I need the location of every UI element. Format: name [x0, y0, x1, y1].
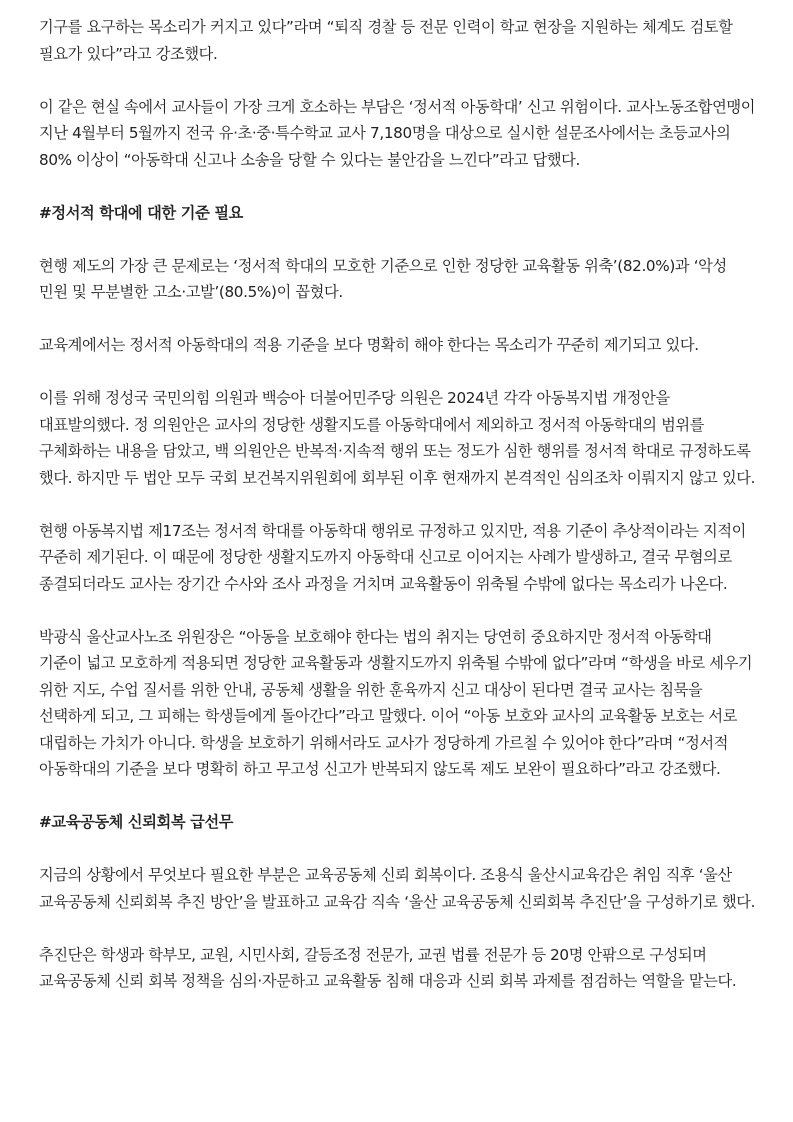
paragraph-9: 추진단은 학생과 학부모, 교원, 시민사회, 갈등조정 전문가, 교권 법률 전문가 등 20명 안팎으로 구성되며 교육공동체 신뢰 회복 정책을 심의·자문하고 교육활동 침해 대응과 신뢰 회복 과제를 점검하는 역할을 맡는다.	[39, 945, 737, 990]
paragraph-gap	[39, 597, 757, 624]
paragraph-7: 박광식 울산교사노조 위원장은 “아동을 보호해야 한다는 법의 취지는 당연히 중요하지만 정서적 아동학대 기준이 넓고 모호하게 적용되면 정당한 교육활동과 생활지도까지 위축될 수밖에 없다”라며 “학생을 바로 세우기 위한 지도, 수업 질서를 위한 안내, 공동체 생활을 위한 훈육까지 신고 대상이 된다면 결국 교사는 침묵을 선택하게 되고, 그 피해는 학생들에게 돌아간다”라고 말했다. 이어 “아동 보호와 교사의 교육활동 보호는 서로 대립하는 가치가 아니다. 학생을 보호하기 위해서라도 교사가 정당하게 가르칠 수 있어야 한다”라며 “정서적 아동학대의 기준을 보다 명확히 하고 무고성 신고가 반복되지 않도록 제도 보완이 필요하다”라고 강조했다.	[39, 627, 753, 778]
paragraph-gap	[39, 173, 757, 200]
paragraph-gap	[39, 226, 757, 253]
paragraph-2: 이 같은 현실 속에서 교사들이 가장 크게 호소하는 부담은 ‘정서적 아동학대’ 신고 위험이다. 교사노동조합연맹이 지난 4월부터 5월까지 전국 유·초·중·특수학교 교사 7,180명을 대상으로 실시한 설문조사에서는 초등교사의 80% 이상이 “아동학대 신고나 소송을 당할 수 있다는 불안감을 느낀다”라고 답했다.	[39, 97, 756, 169]
paragraph-gap	[39, 491, 757, 518]
paragraph-gap	[39, 306, 757, 333]
paragraph-4: 교육계에서는 정서적 아동학대의 적용 기준을 보다 명확히 해야 한다는 목소리가 꾸준히 제기되고 있다.	[39, 336, 699, 354]
paragraph-gap	[39, 783, 757, 810]
paragraph-gap	[39, 359, 757, 386]
section-heading-2: #교육공동체 신뢰회복 급선무	[39, 813, 234, 831]
paragraph-1: 기구를 요구하는 목소리가 커지고 있다”라며 “퇴직 경찰 등 전문 인력이 학교 현장을 지원하는 체계도 검토할 필요가 있다”라고 강조했다.	[39, 18, 733, 63]
paragraph-3: 현행 제도의 가장 큰 문제로는 ‘정서적 학대의 모호한 기준으로 인한 정당한 교육활동 위축’(82.0%)과 ‘악성 민원 및 무분별한 고소·고발’(80.5%)이 꼽혔다.	[39, 256, 727, 301]
paragraph-gap	[39, 915, 757, 942]
paragraph-6: 현행 아동복지법 제17조는 정서적 학대를 아동학대 행위로 규정하고 있지만, 적용 기준이 추상적이라는 지적이 꾸준히 제기된다. 이 때문에 정당한 생활지도까지 아동학대 신고로 이어지는 사례가 발생하고, 결국 무혐의로 종결되더라도 교사는 장기간 수사와 조사 과정을 거치며 교육활동이 위축될 수밖에 없다는 목소리가 나온다.	[39, 521, 746, 593]
paragraph-8: 지금의 상황에서 무엇보다 필요한 부분은 교육공동체 신뢰 회복이다. 조용식 울산시교육감은 취임 직후 ‘울산 교육공동체 신뢰회복 추진 방안’을 발표하고 교육감 직속 ‘울산 교육공동체 신뢰회복 추진단’을 구성하기로 했다.	[39, 866, 756, 911]
paragraph-5: 이를 위해 정성국 국민의힘 의원과 백승아 더불어민주당 의원은 2024년 각각 아동복지법 개정안을 대표발의했다. 정 의원안은 교사의 정당한 생활지도를 아동학대에서 제외하고 정서적 아동학대의 범위를 구체화하는 내용을 담았고, 백 의원안은 반복적·지속적 행위 또는 정도가 심한 행위를 정서적 학대로 규정하도록 했다. 하지만 두 법안 모두 국회 보건복지위원회에 회부된 이후 현재까지 본격적인 심의조차 이뤄지지 않고 있다.	[39, 389, 756, 487]
paragraph-gap	[39, 836, 757, 863]
section-heading-1: #정서적 학대에 대한 기준 필요	[39, 203, 243, 222]
paragraph-gap	[39, 67, 757, 94]
article-body	[39, 14, 757, 995]
